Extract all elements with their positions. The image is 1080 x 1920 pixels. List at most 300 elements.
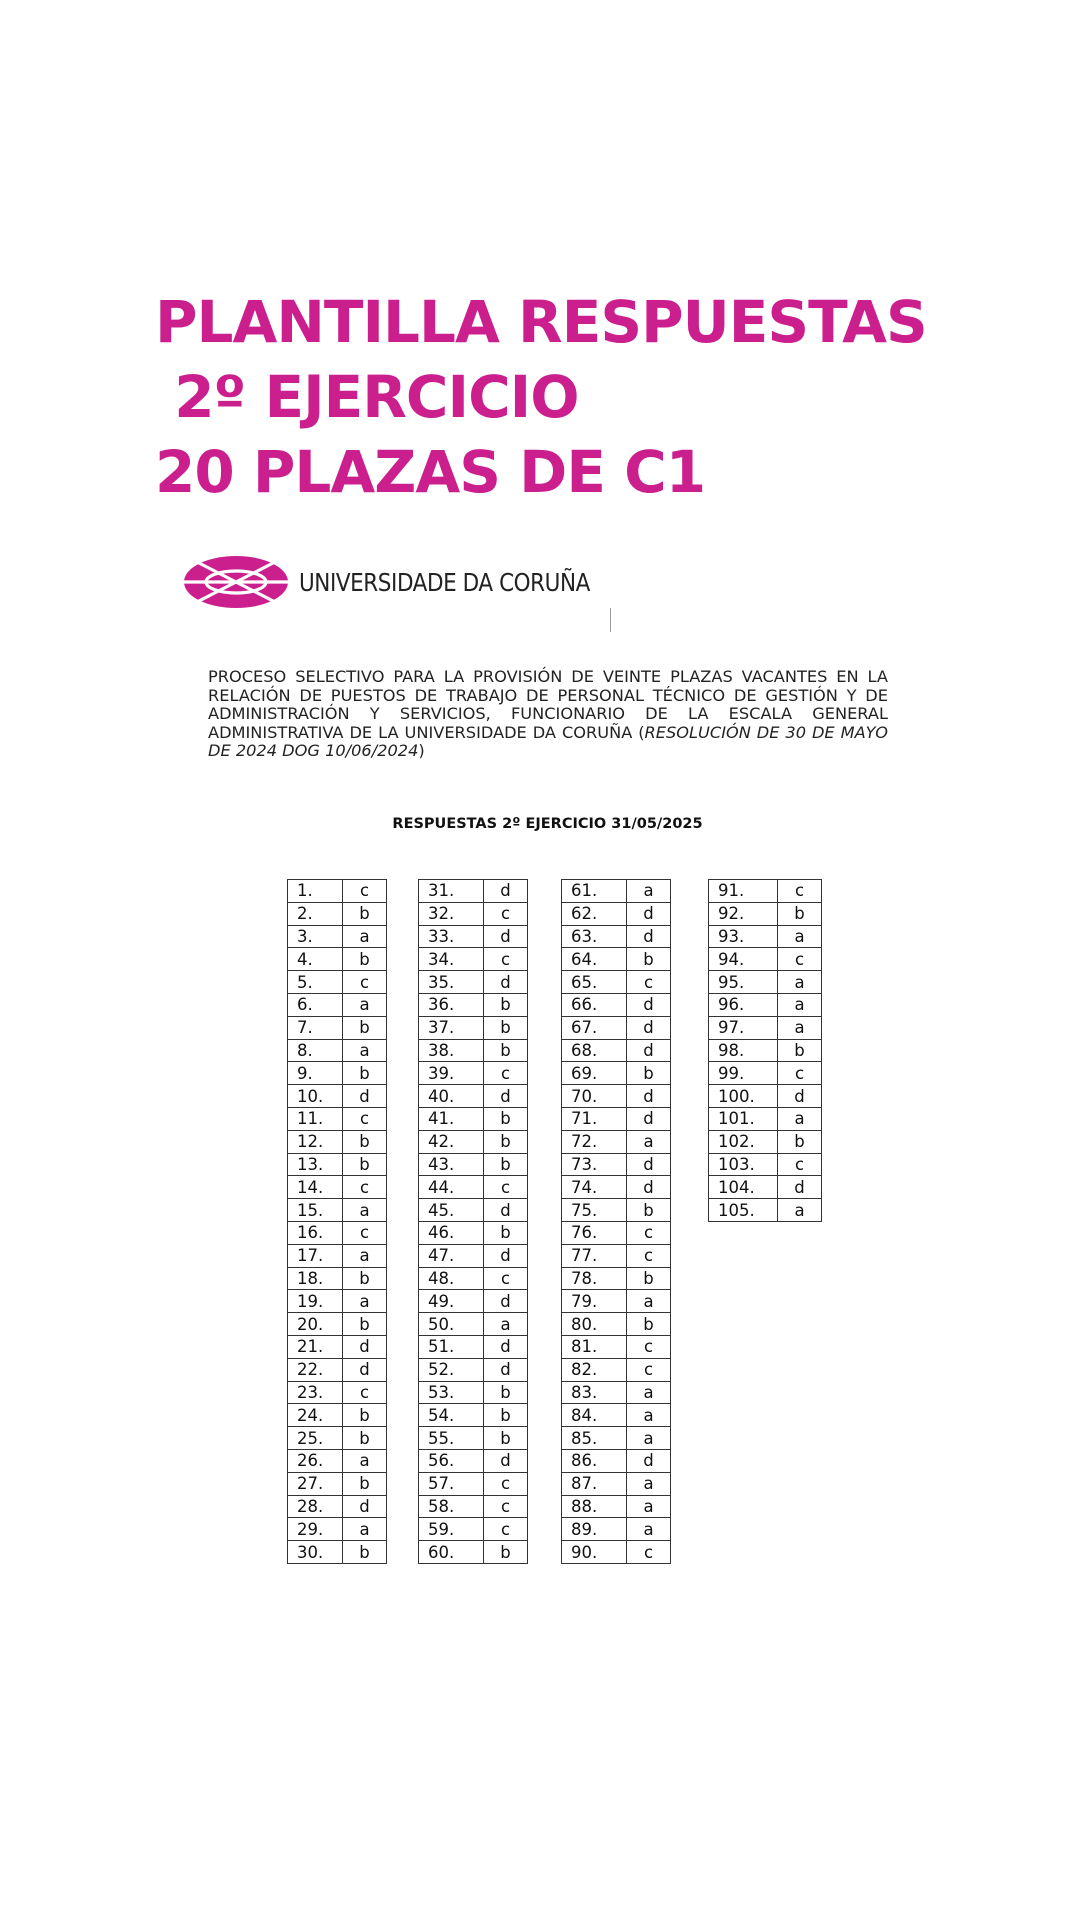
answer-letter: a — [627, 1130, 671, 1153]
answer-letter: a — [627, 1495, 671, 1518]
answer-letter: d — [627, 1176, 671, 1199]
question-number: 80. — [562, 1313, 627, 1336]
answer-letter: b — [627, 1199, 671, 1222]
answer-row — [709, 1062, 822, 1085]
answer-letter: d — [627, 902, 671, 925]
answer-row — [419, 1495, 528, 1518]
question-number: 53. — [419, 1381, 484, 1404]
answer-row — [562, 925, 671, 948]
question-number: 65. — [562, 971, 627, 994]
answer-letter: b — [343, 1062, 387, 1085]
question-number: 66. — [562, 993, 627, 1016]
question-number: 15. — [288, 1199, 343, 1222]
question-number: 5. — [288, 971, 343, 994]
answer-row — [562, 1335, 671, 1358]
answer-table — [561, 879, 671, 1564]
question-number: 59. — [419, 1518, 484, 1541]
answer-row — [288, 1199, 387, 1222]
question-number: 95. — [709, 971, 778, 994]
question-number: 71. — [562, 1107, 627, 1130]
answer-letter: d — [484, 880, 528, 903]
answer-letter: b — [484, 993, 528, 1016]
answer-letter: b — [343, 1427, 387, 1450]
answer-letter: a — [627, 1404, 671, 1427]
answer-row — [419, 1267, 528, 1290]
answer-row — [288, 1313, 387, 1336]
question-number: 8. — [288, 1039, 343, 1062]
answer-letter: d — [484, 1199, 528, 1222]
answer-letter: d — [627, 1016, 671, 1039]
question-number: 70. — [562, 1085, 627, 1108]
answer-letter: d — [484, 1335, 528, 1358]
answer-letter: c — [484, 1472, 528, 1495]
answer-letter: b — [343, 1404, 387, 1427]
question-number: 24. — [288, 1404, 343, 1427]
answer-row — [709, 1039, 822, 1062]
answer-row — [562, 1518, 671, 1541]
answer-letter: b — [484, 1404, 528, 1427]
question-number: 32. — [419, 902, 484, 925]
answer-row — [419, 993, 528, 1016]
answer-row — [419, 1381, 528, 1404]
answer-letter: c — [627, 1221, 671, 1244]
question-number: 58. — [419, 1495, 484, 1518]
question-number: 79. — [562, 1290, 627, 1313]
answer-letter: d — [484, 925, 528, 948]
answer-row — [419, 1176, 528, 1199]
answer-row — [288, 1107, 387, 1130]
answer-letter: a — [627, 1290, 671, 1313]
answer-row — [562, 1404, 671, 1427]
answer-letter: c — [627, 971, 671, 994]
answer-row — [288, 1290, 387, 1313]
question-number: 47. — [419, 1244, 484, 1267]
answer-row — [562, 1039, 671, 1062]
answer-row — [562, 1130, 671, 1153]
question-number: 20. — [288, 1313, 343, 1336]
answer-letter: a — [778, 1107, 822, 1130]
answer-letter: b — [484, 1130, 528, 1153]
answer-letter: c — [484, 1176, 528, 1199]
question-number: 17. — [288, 1244, 343, 1267]
question-number: 57. — [419, 1472, 484, 1495]
answer-letter: c — [627, 1358, 671, 1381]
answer-row — [288, 1472, 387, 1495]
question-number: 54. — [419, 1404, 484, 1427]
answer-letter: c — [778, 1062, 822, 1085]
answer-row — [419, 1518, 528, 1541]
answer-row — [419, 1153, 528, 1176]
question-number: 36. — [419, 993, 484, 1016]
answer-letter: a — [343, 1518, 387, 1541]
answer-row — [562, 1381, 671, 1404]
answer-letter: a — [343, 1290, 387, 1313]
question-number: 100. — [709, 1085, 778, 1108]
answer-letter: a — [627, 1518, 671, 1541]
question-number: 37. — [419, 1016, 484, 1039]
answer-row — [562, 1449, 671, 1472]
answer-letter: d — [343, 1358, 387, 1381]
question-number: 75. — [562, 1199, 627, 1222]
answer-letter: b — [627, 1313, 671, 1336]
answer-row — [562, 1199, 671, 1222]
answer-letter: b — [343, 902, 387, 925]
answer-letter: a — [343, 925, 387, 948]
question-number: 13. — [288, 1153, 343, 1176]
udc-emblem-icon — [183, 554, 289, 610]
answer-letter: a — [778, 993, 822, 1016]
answer-letter: d — [484, 1244, 528, 1267]
answer-row — [419, 1062, 528, 1085]
answer-letter: c — [484, 1518, 528, 1541]
answer-row — [288, 1153, 387, 1176]
question-number: 84. — [562, 1404, 627, 1427]
answer-row — [562, 1107, 671, 1130]
answer-letter: b — [484, 1541, 528, 1564]
question-number: 101. — [709, 1107, 778, 1130]
question-number: 28. — [288, 1495, 343, 1518]
answer-row — [562, 1313, 671, 1336]
answer-row — [419, 1449, 528, 1472]
answer-row — [562, 1267, 671, 1290]
answer-row — [562, 1153, 671, 1176]
answer-row — [562, 948, 671, 971]
question-number: 7. — [288, 1016, 343, 1039]
question-number: 94. — [709, 948, 778, 971]
answer-column-3 — [561, 879, 671, 1564]
question-number: 25. — [288, 1427, 343, 1450]
question-number: 86. — [562, 1449, 627, 1472]
answer-letter: b — [343, 1153, 387, 1176]
answer-row — [288, 1039, 387, 1062]
question-number: 38. — [419, 1039, 484, 1062]
answer-row — [419, 1404, 528, 1427]
answer-row — [288, 1358, 387, 1381]
answer-letter: b — [484, 1016, 528, 1039]
question-number: 90. — [562, 1541, 627, 1564]
question-number: 88. — [562, 1495, 627, 1518]
question-number: 63. — [562, 925, 627, 948]
answer-letter: b — [627, 1062, 671, 1085]
question-number: 44. — [419, 1176, 484, 1199]
university-logo — [183, 554, 637, 610]
intro-paragraph — [208, 668, 888, 761]
answer-column-1 — [287, 879, 387, 1564]
question-number: 52. — [419, 1358, 484, 1381]
question-number: 10. — [288, 1085, 343, 1108]
answer-letter: a — [778, 925, 822, 948]
answer-row — [562, 1244, 671, 1267]
question-number: 51. — [419, 1335, 484, 1358]
answer-row — [419, 1130, 528, 1153]
question-number: 77. — [562, 1244, 627, 1267]
answer-row — [562, 1016, 671, 1039]
answer-letter: c — [627, 1335, 671, 1358]
answer-row — [419, 1472, 528, 1495]
answer-table — [287, 879, 387, 1564]
question-number: 45. — [419, 1199, 484, 1222]
question-number: 92. — [709, 902, 778, 925]
answer-letter: c — [484, 1062, 528, 1085]
answer-row — [562, 971, 671, 994]
answer-letter: c — [343, 971, 387, 994]
answer-row — [288, 1449, 387, 1472]
question-number: 104. — [709, 1176, 778, 1199]
answer-letter: d — [484, 971, 528, 994]
answer-table — [708, 879, 822, 1222]
answer-row — [288, 1381, 387, 1404]
answer-row — [709, 971, 822, 994]
answer-letter: d — [627, 1039, 671, 1062]
headline-line-3: 20 PLAZAS DE C1 — [155, 438, 706, 506]
answer-row — [562, 1221, 671, 1244]
answer-row — [562, 1495, 671, 1518]
answer-row — [562, 880, 671, 903]
question-number: 67. — [562, 1016, 627, 1039]
question-number: 1. — [288, 880, 343, 903]
answer-row — [288, 1541, 387, 1564]
answer-row — [562, 1427, 671, 1450]
answer-letter: c — [778, 948, 822, 971]
question-number: 34. — [419, 948, 484, 971]
question-number: 16. — [288, 1221, 343, 1244]
answer-letter: b — [343, 1016, 387, 1039]
question-number: 61. — [562, 880, 627, 903]
answer-row — [288, 971, 387, 994]
answer-letter: b — [484, 1153, 528, 1176]
question-number: 42. — [419, 1130, 484, 1153]
question-number: 78. — [562, 1267, 627, 1290]
answer-letter: b — [778, 1130, 822, 1153]
answer-letter: d — [627, 993, 671, 1016]
answer-row — [419, 1016, 528, 1039]
question-number: 102. — [709, 1130, 778, 1153]
answer-row — [288, 1062, 387, 1085]
question-number: 30. — [288, 1541, 343, 1564]
answer-row — [419, 925, 528, 948]
answer-row — [288, 1427, 387, 1450]
answer-letter: a — [343, 1244, 387, 1267]
answer-column-4 — [708, 879, 822, 1222]
answer-row — [288, 1221, 387, 1244]
answer-letter: a — [778, 1016, 822, 1039]
answer-letter: c — [627, 1541, 671, 1564]
question-number: 82. — [562, 1358, 627, 1381]
answer-row — [419, 1313, 528, 1336]
question-number: 18. — [288, 1267, 343, 1290]
question-number: 9. — [288, 1062, 343, 1085]
question-number: 33. — [419, 925, 484, 948]
answer-letter: b — [343, 1130, 387, 1153]
answer-letter: b — [484, 1221, 528, 1244]
answer-letter: d — [484, 1085, 528, 1108]
question-number: 43. — [419, 1153, 484, 1176]
answer-row — [709, 1016, 822, 1039]
answer-letter: b — [343, 1541, 387, 1564]
question-number: 81. — [562, 1335, 627, 1358]
answer-letter: a — [484, 1313, 528, 1336]
question-number: 2. — [288, 902, 343, 925]
answer-letter: b — [484, 1381, 528, 1404]
answer-letter: d — [627, 1107, 671, 1130]
question-number: 31. — [419, 880, 484, 903]
answer-letter: a — [778, 971, 822, 994]
answer-letter: c — [778, 1153, 822, 1176]
headline-line-1: PLANTILLA RESPUESTAS — [155, 288, 927, 356]
question-number: 56. — [419, 1449, 484, 1472]
answer-row — [562, 1472, 671, 1495]
answer-row — [709, 1107, 822, 1130]
answer-letter: a — [627, 1427, 671, 1450]
answer-row — [419, 1199, 528, 1222]
answer-row — [419, 1221, 528, 1244]
answer-row — [288, 1335, 387, 1358]
answer-row — [288, 993, 387, 1016]
answer-row — [419, 1541, 528, 1564]
question-number: 98. — [709, 1039, 778, 1062]
answer-letter: c — [484, 1267, 528, 1290]
answer-letter: a — [343, 1449, 387, 1472]
question-number: 64. — [562, 948, 627, 971]
answer-row — [562, 1358, 671, 1381]
answer-row — [562, 1176, 671, 1199]
answer-row — [709, 902, 822, 925]
answer-row — [288, 902, 387, 925]
answer-row — [709, 1153, 822, 1176]
answer-row — [288, 948, 387, 971]
question-number: 72. — [562, 1130, 627, 1153]
text-cursor — [610, 608, 611, 632]
answer-row — [419, 1085, 528, 1108]
question-number: 19. — [288, 1290, 343, 1313]
question-number: 11. — [288, 1107, 343, 1130]
answer-letter: d — [627, 1153, 671, 1176]
answer-letter: b — [778, 1039, 822, 1062]
answer-row — [562, 902, 671, 925]
answer-row — [562, 1541, 671, 1564]
answer-letter: d — [343, 1085, 387, 1108]
answer-row — [288, 1267, 387, 1290]
answer-row — [419, 971, 528, 994]
question-number: 49. — [419, 1290, 484, 1313]
answer-letter: c — [484, 1495, 528, 1518]
question-number: 73. — [562, 1153, 627, 1176]
answer-letter: b — [343, 1472, 387, 1495]
answer-row — [419, 948, 528, 971]
answer-row — [562, 993, 671, 1016]
question-number: 6. — [288, 993, 343, 1016]
answer-letter: c — [778, 880, 822, 903]
answer-row — [709, 1199, 822, 1222]
answer-letter: a — [343, 1039, 387, 1062]
answer-row — [288, 1176, 387, 1199]
question-number: 89. — [562, 1518, 627, 1541]
answer-row — [288, 1130, 387, 1153]
answer-row — [288, 1518, 387, 1541]
question-number: 74. — [562, 1176, 627, 1199]
answer-row — [288, 1016, 387, 1039]
answer-row — [419, 1290, 528, 1313]
answer-letter: c — [343, 1221, 387, 1244]
answer-letter: c — [343, 1176, 387, 1199]
question-number: 105. — [709, 1199, 778, 1222]
question-number: 55. — [419, 1427, 484, 1450]
answer-letter: d — [627, 1085, 671, 1108]
answer-letter: d — [778, 1176, 822, 1199]
answer-letter: a — [627, 880, 671, 903]
intro-text: PROCESO SELECTIVO PARA LA PROVISIÓN DE VEINTE PLAZAS VACANTES EN LA RELACIÓN DE PUESTOS DE TRABAJO DE PERSONAL TÉCNICO DE GESTIÓN Y DE ADMINISTRACIÓN Y SERVICIOS, FUNCIONARIO DE LA ESCALA GENERAL ADMINISTRATIVA DE LA UNIVERSIDADE DA CORUÑA ( — [208, 667, 888, 742]
answer-row — [419, 1358, 528, 1381]
question-number: 103. — [709, 1153, 778, 1176]
question-number: 14. — [288, 1176, 343, 1199]
question-number: 21. — [288, 1335, 343, 1358]
question-number: 40. — [419, 1085, 484, 1108]
answer-letter: c — [627, 1244, 671, 1267]
answer-letter: c — [484, 948, 528, 971]
answer-row — [288, 1244, 387, 1267]
answer-row — [562, 1085, 671, 1108]
answer-letter: d — [627, 925, 671, 948]
question-number: 39. — [419, 1062, 484, 1085]
question-number: 26. — [288, 1449, 343, 1472]
answer-letter: b — [343, 948, 387, 971]
answer-letter: b — [343, 1267, 387, 1290]
answer-row — [562, 1290, 671, 1313]
intro-emphasis: RESOLUCIÓN DE 30 DE MAYO DE 2024 DOG 10/06/2024 — [208, 722, 888, 760]
answer-letter: d — [343, 1335, 387, 1358]
answer-row — [419, 902, 528, 925]
question-number: 62. — [562, 902, 627, 925]
question-number: 60. — [419, 1541, 484, 1564]
answer-row — [562, 1062, 671, 1085]
answer-letter: b — [627, 948, 671, 971]
answer-letter: c — [343, 880, 387, 903]
answer-row — [419, 1335, 528, 1358]
answer-row — [709, 948, 822, 971]
question-number: 85. — [562, 1427, 627, 1450]
question-number: 69. — [562, 1062, 627, 1085]
question-number: 91. — [709, 880, 778, 903]
answer-table — [418, 879, 528, 1564]
headline — [155, 285, 927, 510]
answer-column-2 — [418, 879, 528, 1564]
answer-letter: c — [484, 902, 528, 925]
question-number: 22. — [288, 1358, 343, 1381]
answer-letter: d — [484, 1449, 528, 1472]
answer-letter: d — [343, 1495, 387, 1518]
question-number: 27. — [288, 1472, 343, 1495]
university-name: UNIVERSIDADE DA CORUÑA — [299, 567, 590, 597]
question-number: 3. — [288, 925, 343, 948]
question-number: 35. — [419, 971, 484, 994]
answer-letter: b — [484, 1427, 528, 1450]
question-number: 41. — [419, 1107, 484, 1130]
question-number: 50. — [419, 1313, 484, 1336]
answer-row — [709, 1176, 822, 1199]
question-number: 4. — [288, 948, 343, 971]
answer-letter: a — [343, 993, 387, 1016]
question-number: 68. — [562, 1039, 627, 1062]
question-number: 29. — [288, 1518, 343, 1541]
answer-letter: c — [343, 1381, 387, 1404]
answer-row — [419, 1039, 528, 1062]
question-number: 12. — [288, 1130, 343, 1153]
headline-line-2: 2º EJERCICIO — [155, 363, 579, 431]
question-number: 87. — [562, 1472, 627, 1495]
answer-letter: b — [484, 1107, 528, 1130]
question-number: 76. — [562, 1221, 627, 1244]
answer-letter: d — [627, 1449, 671, 1472]
